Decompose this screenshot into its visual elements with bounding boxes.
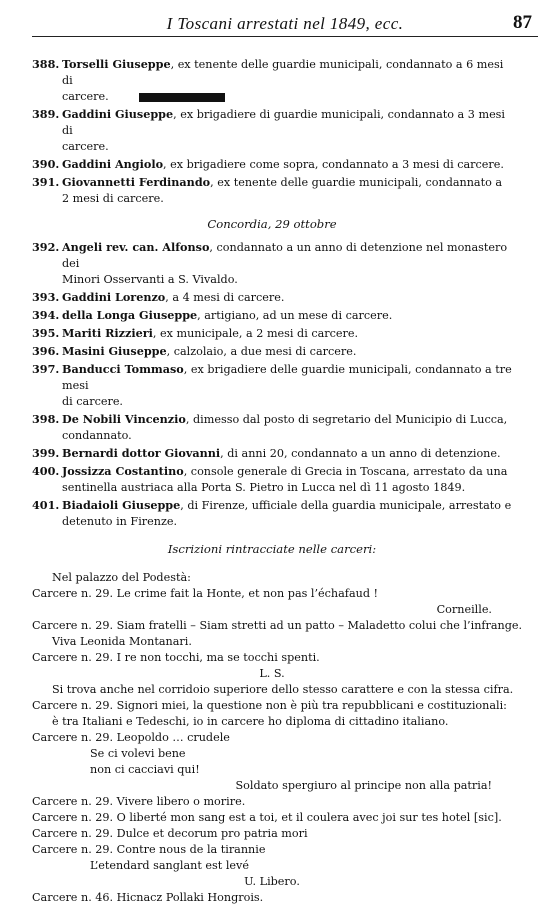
entry-389 [32, 106, 512, 155]
entry-number: 393. [32, 290, 60, 304]
entry-401 [32, 497, 512, 530]
entry-text: , ex tenente delle guardie municipali, condannato a 6 mesi di [62, 58, 504, 87]
inscription-line: U. Libero. [244, 875, 300, 888]
entry-400 [32, 463, 512, 496]
entry-continuation: Minori Osservanti a S. Vivaldo. [62, 273, 238, 286]
inscription-line: Nel palazzo del Podestà: [52, 571, 191, 584]
entry-text: , ex brigadiere come sopra, condannato a 3 mesi di carcere. [163, 158, 504, 171]
entry-text: , ex tenente delle guardie municipali, condannato a [210, 176, 503, 189]
entry-text: , console generale di Grecia in Toscana, arrestato da una [183, 465, 508, 478]
entry-text: , dimesso dal posto di segretario del Municipio di Lucca, [185, 413, 508, 426]
inscription-line: L. S. [259, 667, 285, 680]
entry-continuation: carcere. [62, 90, 109, 103]
entry-name: della Longa Giuseppe [62, 308, 198, 322]
entry-number: 389. [32, 107, 60, 121]
entry-number: 397. [32, 362, 60, 376]
inscription-line: è tra Italiani e Tedeschi, io in carcere ho diploma di cittadino italiano. [52, 715, 449, 728]
inscription-line: Corneille. [436, 603, 492, 616]
entry-396 [32, 343, 512, 360]
entry-continuation: 2 mesi di carcere. [62, 192, 164, 205]
entry-name: Gaddini Giuseppe [62, 107, 174, 121]
entry-398 [32, 411, 512, 444]
entry-394 [32, 307, 512, 324]
entry-name: Jossizza Costantino [62, 464, 184, 478]
entry-name: Biadaioli Giuseppe [62, 498, 181, 512]
entry-number: 388. [32, 57, 60, 71]
entry-397 [32, 361, 512, 410]
inscription-line: Soldato spergiuro al principe non alla patria! [235, 779, 492, 792]
redaction-mark [139, 93, 225, 102]
entry-text: , di anni 20, condannato a un anno di detenzione. [220, 447, 501, 460]
entries-group-a [32, 56, 512, 207]
inscription-line: Carcere n. 29. O liberté mon sang est a toi, et il coulera avec joi sur tes hotel [sic]. [32, 811, 502, 824]
entry-text: , ex municipale, a 2 mesi di carcere. [152, 327, 359, 340]
entry-number: 399. [32, 446, 60, 460]
inscription-line: Carcere n. 29. Dulce et decorum pro patria mori [32, 827, 308, 840]
entry-name: De Nobili Vincenzio [62, 412, 186, 426]
entry-continuation: di carcere. [62, 395, 123, 408]
inscription-line: Carcere n. 29. Siam fratelli – Siam stretti ad un patto – Maladetto colui che l’infrange. [32, 619, 523, 632]
entry-399 [32, 445, 512, 462]
entry-name: Mariti Rizzieri [62, 326, 153, 340]
page-number: 87 [513, 12, 532, 33]
inscription-line: L’etendard sanglant est levé [90, 859, 249, 872]
entry-391 [32, 174, 512, 207]
entry-text: , ex brigadiere delle guardie municipali, condannato a tre mesi [62, 363, 512, 392]
entry-text: , artigiano, ad un mese di carcere. [197, 309, 393, 322]
entry-number: 392. [32, 240, 60, 254]
entry-continuation: condannato. [62, 429, 132, 442]
inscription-line: Carcere n. 29. I re non tocchi, ma se tocchi spenti. [32, 651, 320, 664]
entry-name: Bernardi dottor Giovanni [62, 446, 221, 460]
entry-name: Banducci Tommaso [62, 362, 184, 376]
entries-group-b [32, 239, 512, 530]
entry-name: Giovannetti Ferdinando [62, 175, 211, 189]
entry-number: 396. [32, 344, 60, 358]
inscription-line: Carcere n. 29. Leopoldo … crudele [32, 731, 230, 744]
inscription-line: Viva Leonida Montanari. [52, 635, 192, 648]
entry-text: , di Firenze, ufficiale della guardia municipale, arrestato e [180, 499, 512, 512]
entry-name: Torselli Giuseppe [62, 57, 171, 71]
entry-number: 401. [32, 498, 60, 512]
inscription-line: Carcere n. 29. Le crime fait la Honte, et non pas l’échafaud ! [32, 587, 379, 600]
entry-name: Gaddini Angiolo [62, 157, 164, 171]
entry-390 [32, 156, 512, 173]
entry-continuation: detenuto in Firenze. [62, 515, 178, 528]
entry-395 [32, 325, 512, 342]
section-heading-iscrizioni: Iscrizioni rintracciate nelle carceri: [167, 542, 377, 556]
running-title: I Toscani arrestati nel 1849, ecc. [166, 14, 404, 33]
entry-393 [32, 289, 512, 306]
entry-text: , condannato a un anno di detenzione nel monastero dei [62, 241, 508, 270]
inscription-line: Carcere n. 29. Vivere libero o morire. [32, 795, 246, 808]
entry-continuation: carcere. [62, 140, 109, 153]
inscription-line: Carcere n. 46. Hicnacz Pollaki Hongrois. [32, 891, 264, 904]
entry-name: Angeli rev. can. Alfonso [62, 240, 210, 254]
entry-number: 400. [32, 464, 60, 478]
entry-392 [32, 239, 512, 288]
page-header [32, 14, 538, 37]
entry-name: Gaddini Lorenzo [62, 290, 166, 304]
entry-continuation: sentinella austriaca alla Porta S. Pietro in Lucca nel dì 11 agosto 1849. [62, 481, 466, 494]
inscription-line: Si trova anche nel corridoio superiore dello stesso carattere e con la stessa cifra. [52, 683, 514, 696]
inscription-line: Carcere n. 29. Signori miei, la questione non è più tra repubblicani e costituzionali: [32, 699, 507, 712]
inscription-line: Carcere n. 29. Contre nous de la tirannie [32, 843, 266, 856]
entry-list [32, 56, 523, 906]
inscription-line: Se ci volevi bene [90, 747, 186, 760]
entry-text: , ex brigadiere di guardie municipali, condannato a 3 mesi di [62, 108, 506, 137]
entry-number: 394. [32, 308, 60, 322]
entry-number: 398. [32, 412, 60, 426]
section-heading-concordia: Concordia, 29 ottobre [207, 217, 337, 231]
entry-number: 395. [32, 326, 60, 340]
entry-text: , a 4 mesi di carcere. [165, 291, 285, 304]
inscription-line: non ci cacciavi qui! [90, 763, 200, 776]
entry-name: Masini Giuseppe [62, 344, 167, 358]
entry-number: 391. [32, 175, 60, 189]
entry-text: , calzolaio, a due mesi di carcere. [166, 345, 357, 358]
entry-number: 390. [32, 157, 60, 171]
inscriptions-block [32, 570, 523, 906]
entry-388 [32, 56, 512, 105]
